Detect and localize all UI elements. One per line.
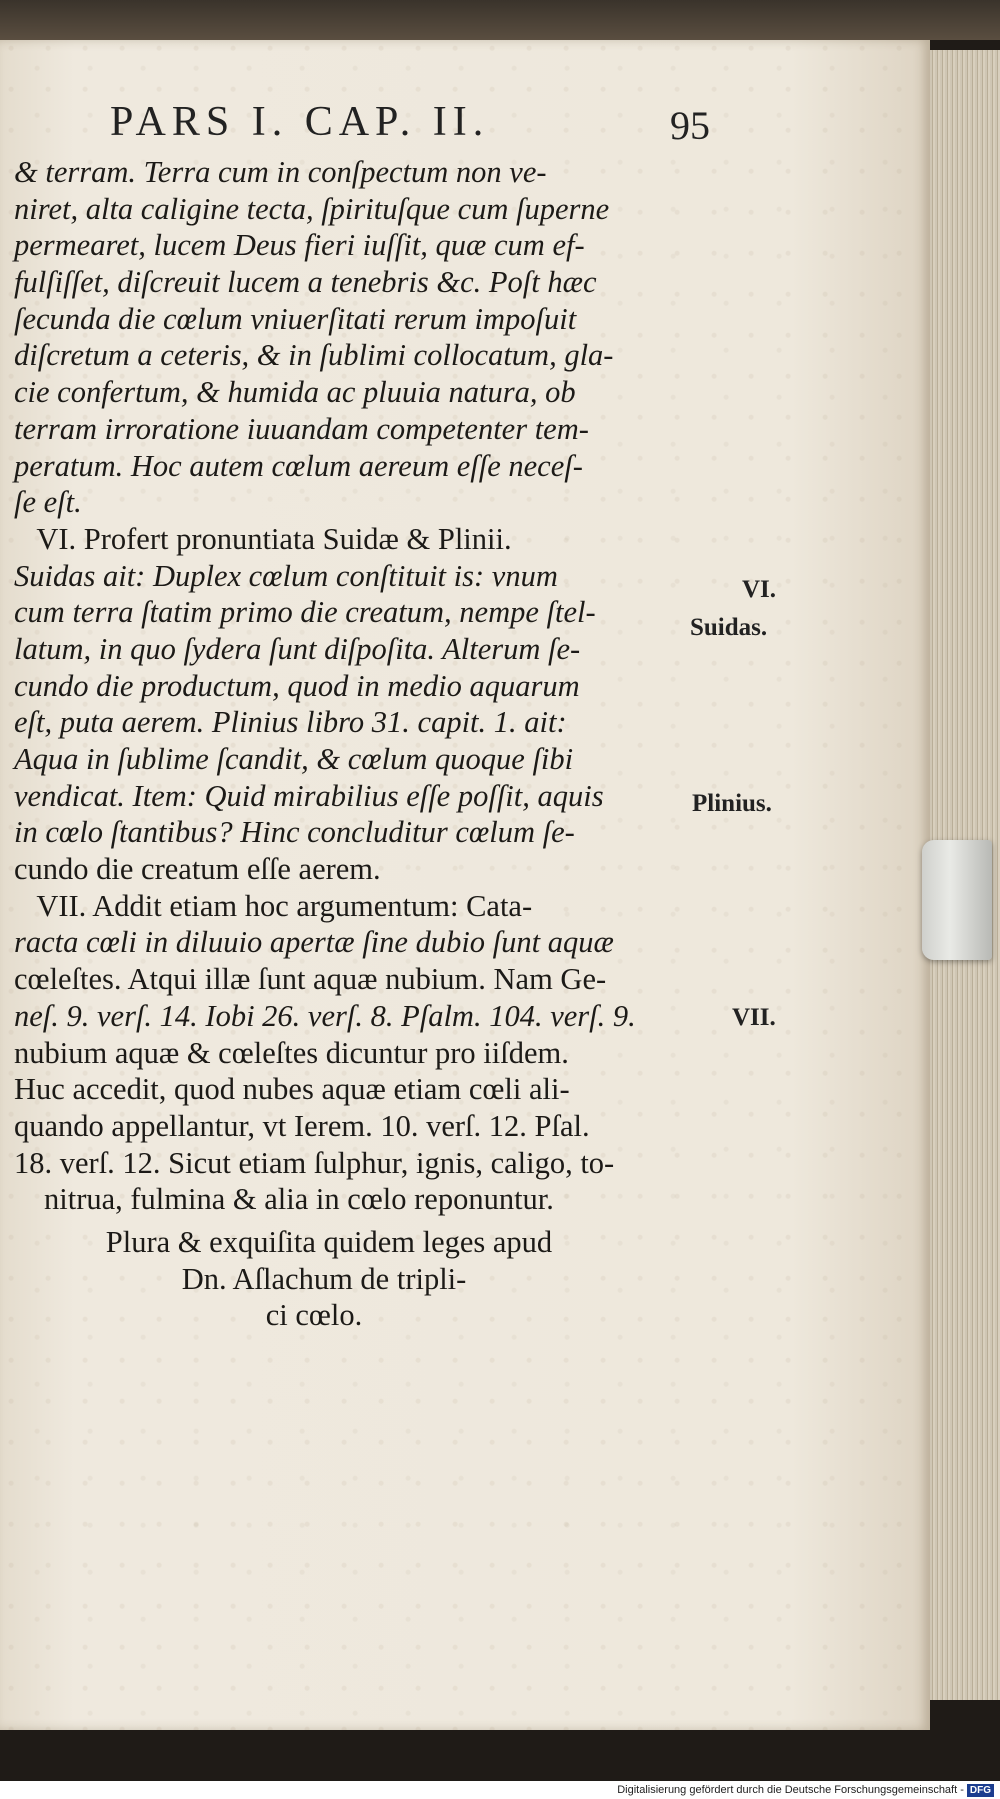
text-line: niret, alta caligine tecta, ſpirituſque cum ſuperne <box>14 191 610 226</box>
text-line: Aqua in ſublime ſcandit, & cœlum quoque ſibi <box>14 742 574 776</box>
text-line: quando appellantur, vt Ierem. 10. verſ. 12. Pſal. <box>14 1108 590 1143</box>
closing-line: Plura & exquiſita quidem leges apud <box>105 1224 553 1259</box>
text-line: ſe eſt. <box>14 485 82 520</box>
text-line: cundo die creatum eſſe aerem. <box>14 852 381 887</box>
margin-note-vii: VII. <box>732 1004 776 1031</box>
text-line: racta cœli in diluuio apertæ ſine dubio ſunt aquæ <box>14 925 614 960</box>
page-clip <box>922 840 992 960</box>
running-header <box>110 98 710 150</box>
running-title: PARS I. CAP. II. <box>110 99 490 145</box>
text-line: permearet, lucem Deus fieri iuſſit, quæ cum ef- <box>14 228 585 263</box>
text-line: diſcretum a ceteris, & in ſublimi collocatum, gla- <box>14 338 614 373</box>
text-line: VII. Addit etiam hoc argumentum: Cata- <box>14 888 533 923</box>
text-line: peratum. Hoc autem cœlum aereum eſſe neceſ- <box>14 448 583 483</box>
text-line: terram irroratione iuuandam competenter tem- <box>14 411 589 446</box>
digitization-footer <box>0 1781 1000 1799</box>
text-line: cum terra ſtatim primo die creatum, nempe ſtel- <box>14 595 596 630</box>
margin-note-suidas: Suidas. <box>690 614 768 641</box>
text-line: cie confertum, & humida ac pluuia natura, ob <box>14 375 576 410</box>
margin-note-plinius: Plinius. <box>692 790 772 817</box>
book-top-edge <box>0 0 1000 40</box>
footer-credit: Digitalisierung gefördert durch die Deutsche Forschungsgemeinschaft - <box>617 1784 964 1796</box>
text-line: ſecunda die cœlum vniuerſitati rerum impoſuit <box>14 301 577 336</box>
text-line: vendicat. Item: Quid mirabilius eſſe poſſit, aquis <box>14 778 604 813</box>
dfg-logo: DFG <box>967 1784 994 1797</box>
text-line: Suidas ait: Duplex cœlum conſtituit is: vnum <box>14 558 558 593</box>
closing-line: ci cœlo. <box>265 1298 363 1333</box>
text-line: cœleſtes. Atqui illæ ſunt aquæ nubium. Nam Ge- <box>14 962 607 997</box>
text-line: eſt, puta aerem. Plinius libro 31. capit. 1. ait: <box>14 705 567 740</box>
text-line: VI. Profert pronuntiata Suidæ & Plinii. <box>14 521 512 556</box>
closing-line: Dn. Aſlachum de tripli- <box>181 1261 467 1296</box>
text-line: 18. verſ. 12. Sicut etiam ſulphur, ignis, caligo, to- <box>14 1145 615 1180</box>
text-line: Huc accedit, quod nubes aquæ etiam cœli ali- <box>14 1072 570 1107</box>
text-line: nubium aquæ & cœleſtes dicuntur pro iiſdem. <box>14 1035 569 1070</box>
text-line: cundo die productum, quod in medio aquarum <box>14 668 580 703</box>
text-line: & terram. Terra cum in conſpectum non ve- <box>14 155 547 189</box>
body-text <box>14 154 704 1334</box>
text-line: fulſiſſet, diſcreuit lucem a tenebris &c. Poſt hæc <box>14 265 597 300</box>
text-line: in cœlo ſtantibus? Hinc concluditur cœlum ſe- <box>14 815 575 850</box>
margin-note-vi: VI. <box>742 576 777 603</box>
text-line: neſ. 9. verſ. 14. Iobi 26. verſ. 8. Pſalm. 104. verſ. 9. <box>14 998 636 1033</box>
text-line: latum, in quo ſydera ſunt diſpoſita. Alterum ſe- <box>14 631 581 666</box>
page-number: 95 <box>670 103 710 148</box>
text-line: nitrua, fulmina & alia in cœlo reponuntur. <box>44 1182 554 1217</box>
